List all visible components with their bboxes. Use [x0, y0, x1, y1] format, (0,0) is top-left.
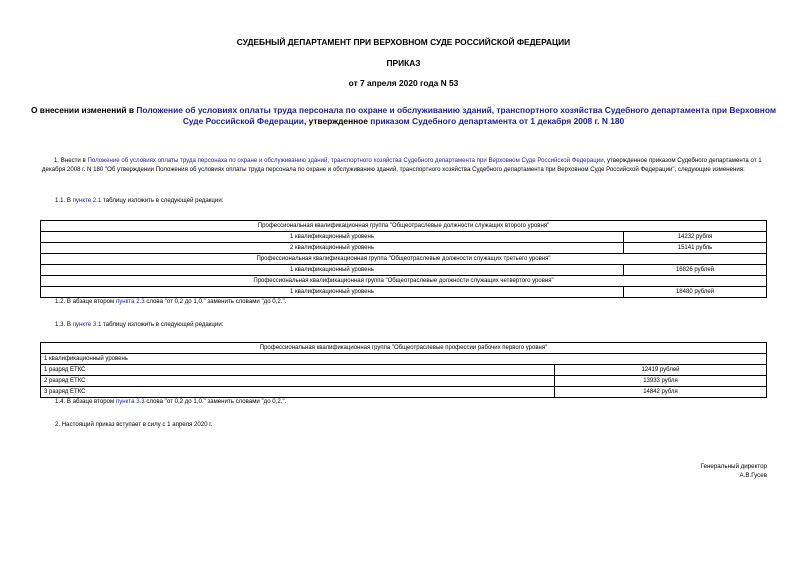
level-cell: 1 квалификационный уровень [41, 265, 624, 276]
clause-link-2-3[interactable]: пункта 2.3 [115, 298, 145, 305]
paragraph-2: 2. Настоящий приказ вступает в силу с 1 апреля 2020 г. [55, 421, 213, 428]
paragraph-1-1 [55, 197, 223, 206]
table-row [41, 232, 767, 243]
paragraph-text: 1.1. В [55, 197, 73, 204]
level-cell: 1 квалификационный уровень [41, 354, 767, 365]
document-type: ПРИКАЗ [386, 58, 421, 68]
salary-table-employees [40, 220, 767, 298]
paragraph-text: 1. Внести в [54, 157, 88, 164]
group-header-cell: Профессиональная квалификационная группа "Общеотраслевые должности служащих третьего уровня" [41, 254, 767, 265]
subject-link-order[interactable]: приказом Судебного департамента от 1 декабря 2008 г. N 180 [370, 116, 625, 126]
table-row [41, 287, 767, 298]
subject-text: О внесении изменений в [30, 105, 137, 115]
salary-cell: 13933 рубля [555, 376, 767, 387]
paragraph-text: слова "от 0,2 до 1,0." заменить словами "до 0,2.". [144, 298, 287, 305]
table-row [41, 221, 767, 232]
paragraph-text: таблицу изложить в следующей редакции: [101, 197, 224, 204]
salary-cell: 14232 рубля [624, 232, 767, 243]
paragraph-text: 1.3. В [55, 321, 73, 328]
table-row [41, 387, 767, 398]
signatory-title: Генеральный директор [700, 463, 767, 470]
grade-cell: 3 разряд ЕТКС [41, 387, 555, 398]
signature-block [701, 462, 767, 480]
level-cell: 1 квалификационный уровень [41, 232, 624, 243]
document-subject [30, 105, 777, 127]
subject-link-regulation[interactable]: Положение об условиях оплаты труда персонала по охране и обслуживанию зданий, транспортного хозяйства Судебного департамента при Верховном Суде Российской Федерации [136, 105, 777, 126]
salary-table-workers [40, 342, 767, 398]
document-date-number: от 7 апреля 2020 года N 53 [348, 78, 459, 88]
table-row [41, 365, 767, 376]
paragraph-text: таблицу изложить в следующей редакции: [101, 321, 224, 328]
paragraph-text: 1.2. В абзаце втором [55, 298, 116, 305]
salary-cell: 18480 рублей [624, 287, 767, 298]
salary-cell: 14842 рубля [555, 387, 767, 398]
salary-cell: 15141 рубль [624, 243, 767, 254]
paragraph-text: слова "от 0,2 до 1,0." заменить словами "до 0,2.". [144, 398, 287, 405]
paragraph-1-3 [55, 321, 223, 330]
paragraph-text: , утвержденное приказом Судебного департамента от 1 декабря 2008 г. N 180 "Об утверждении Положения об условиях оплаты труда персонала по охране и обслуживанию зданий, транспортного хозяйства Судебного департамента при Верховном Суде Российской Федерации" [42, 157, 762, 173]
grade-cell: 1 разряд ЕТКС [41, 365, 555, 376]
table-row [41, 343, 767, 354]
table-row [41, 265, 767, 276]
salary-cell: 12419 рублей [555, 365, 767, 376]
subject-text: , утвержденное [303, 116, 371, 126]
level-cell: 1 квалификационный уровень [41, 287, 624, 298]
table-row [41, 243, 767, 254]
table-row [41, 276, 767, 287]
paragraph-1 [42, 157, 769, 174]
group-header-cell: Профессиональная квалификационная группа "Общеотраслевые профессии рабочих первого уровня" [41, 343, 767, 354]
regulation-link[interactable]: Положение об условиях оплаты труда персонаха по охране и обслуживанию зданий, транспортного хозяйства Судебного департамента при Верховном Суде Российской Федерации [87, 157, 604, 164]
clause-link-3-3[interactable]: пункта 3.3 [115, 398, 145, 405]
table-row [41, 376, 767, 387]
signatory-name: А.В.Гусев [739, 472, 767, 479]
table-row [41, 254, 767, 265]
level-cell: 2 квалификационный уровень [41, 243, 624, 254]
clause-link-3-1[interactable]: пункте 3.1 [72, 321, 102, 328]
table-row [41, 354, 767, 365]
paragraph-1-4 [55, 398, 286, 407]
grade-cell: 2 разряд ЕТКС [41, 376, 555, 387]
paragraph-1-2 [55, 298, 286, 307]
group-header-cell: Профессиональная квалификационная группа "Общеотраслевые должности служащих второго уровня" [41, 221, 767, 232]
paragraph-text: 1.4. В абзаце втором [55, 398, 116, 405]
salary-cell: 16826 рублей [624, 265, 767, 276]
group-header-cell: Профессиональная квалификационная группа "Общеотраслевые должности служащих четвертого уровня" [41, 276, 767, 287]
paragraph-text: , следующие изменения: [674, 165, 745, 173]
clause-link-2-1[interactable]: пункте 2.1 [72, 197, 102, 204]
organization-title: СУДЕБНЫЙ ДЕПАРТАМЕНТ ПРИ ВЕРХОВНОМ СУДЕ РОССИЙСКОЙ ФЕДЕРАЦИИ [236, 37, 571, 47]
